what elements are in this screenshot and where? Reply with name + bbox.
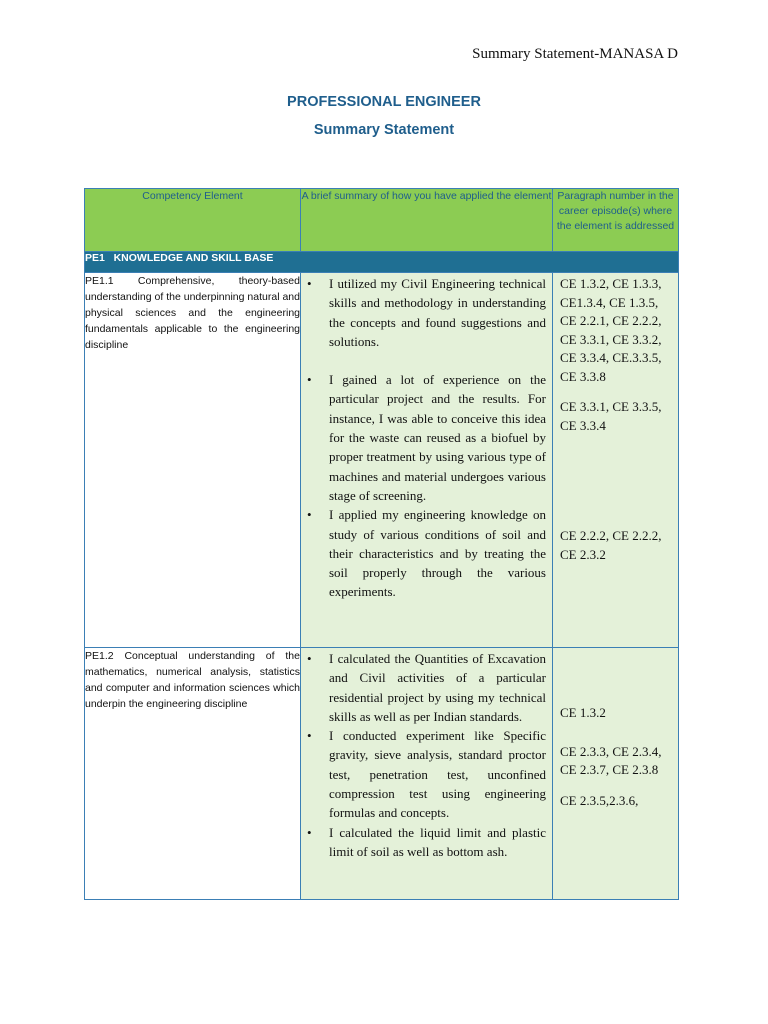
paragraph-refs: CE 3.3.1, CE 3.3.5, CE 3.3.4 xyxy=(560,399,662,433)
section-row xyxy=(85,252,679,273)
section-title: PE1 KNOWLEDGE AND SKILL BASE xyxy=(85,252,679,273)
paragraph-refs: CE 1.3.2, CE 1.3.3, CE1.3.4, CE 1.3.5, CE 2.2.1, CE 2.2.2, CE 3.3.1, CE 3.3.2, CE 3.3.4, CE.3.3.5, CE 3.3.8 xyxy=(560,276,662,384)
table-row xyxy=(85,648,679,900)
summary-bullet: • I calculated the Quantities of Excavation and Civil activities of a particular residential project by using my technical skills as well as per Indian standards. xyxy=(329,649,546,726)
summary-cell xyxy=(301,648,553,900)
header-paragraph-number: Paragraph number in the career episode(s) where the element is addressed xyxy=(553,189,679,252)
summary-bullet: • I gained a lot of experience on the particular project and the results. For instance, I was able to conceive this idea for the waste can reused as a biofuel by proper treatment by using various type of machines and material undergoes various stage of screening. xyxy=(329,370,546,505)
paragraph-refs: CE 2.2.2, CE 2.2.2, CE 2.3.2 xyxy=(560,528,662,562)
summary-bullet: • I utilized my Civil Engineering technical skills and methodology in understanding the concepts and found suggestions and solutions. xyxy=(329,274,546,351)
summary-bullet: • I applied my engineering knowledge on study of various conditions of soil and their characteristics and by treating the soil properly through the various experiments. xyxy=(329,505,546,601)
competency-element-pe1-2: PE1.2 Conceptual understanding of the mathematics, numerical analysis, statistics and computer and information sciences which underpin the engineering discipline xyxy=(85,648,301,900)
page-subtitle: Summary Statement xyxy=(313,122,455,138)
refs-cell xyxy=(553,648,679,900)
summary-cell xyxy=(301,273,553,648)
paragraph-refs: CE 1.3.2 xyxy=(560,705,606,720)
document-header: Summary Statement-MANASA D xyxy=(472,46,678,62)
summary-table xyxy=(84,188,679,900)
paragraph-refs: CE 2.3.3, CE 2.3.4, CE 2.3.7, CE 2.3.8 xyxy=(560,743,662,777)
page-title: PROFESSIONAL ENGINEER xyxy=(287,94,481,110)
paragraph-refs: CE 2.3.5,2.3.6, xyxy=(560,792,639,808)
header-competency-element: Competency Element xyxy=(85,189,301,252)
refs-cell xyxy=(553,273,679,648)
header-brief-summary: A brief summary of how you have applied the element xyxy=(301,189,553,252)
competency-element-pe1-1: PE1.1 Comprehensive, theory-based understanding of the underpinning natural and physical sciences and the engineering fundamentals applicable to the engineering discipline xyxy=(85,273,301,648)
summary-bullet: • I conducted experiment like Specific gravity, sieve analysis, standard proctor test, penetration test, unconfined compression test using engineering formulas and concepts. xyxy=(329,726,546,822)
table-header-row xyxy=(85,189,679,252)
summary-bullet: • I calculated the liquid limit and plastic limit of soil as well as bottom ash. xyxy=(329,823,546,862)
table-row xyxy=(85,273,679,648)
